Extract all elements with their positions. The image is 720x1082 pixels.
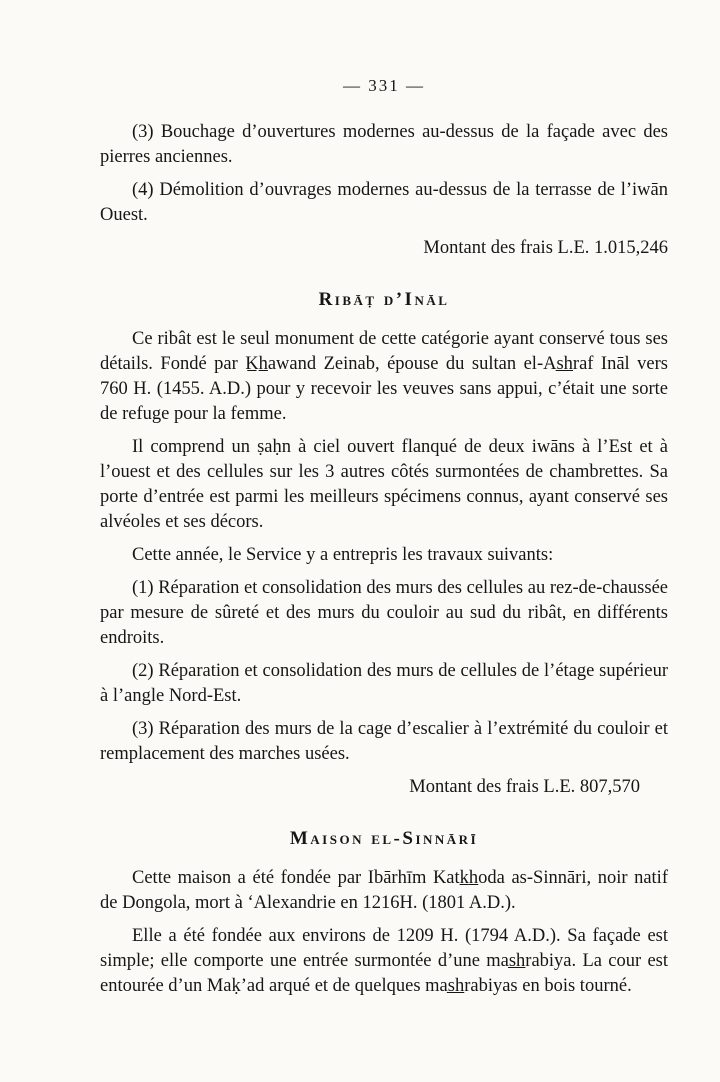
ribat-work-item-3: (3) Réparation des murs de la cage d’escalier à l’extrémité du couloir et remplacement des marches usées. [100, 719, 668, 764]
section-heading-maison: Maison el-Sinnārī [289, 828, 479, 849]
ribat-paragraph-3: Cette année, le Service y a entrepris les travaux suivants: [132, 545, 554, 565]
ribat-work-item-2: (2) Réparation et consolidation des murs de cellules de l’étage supérieur à l’angle Nord-Est. [100, 661, 668, 706]
ribat-paragraph-2: Il comprend un ṣaḥn à ciel ouvert flanqué de deux iwāns à l’Est et à l’ouest et des cellules sur les 3 autres côtés surmontées de chambrettes. Sa porte d’entrée est parmi les meilleurs spécimens connus, ayant conservé ses alvéoles et ses décors. [100, 437, 668, 532]
page-number: — 331 — [343, 76, 425, 95]
ribat-work-item-1: (1) Réparation et consolidation des murs des cellules au rez-de-chaussée par mesure de sûreté et des murs du couloir au sud du ribât, en différents endroits. [100, 578, 668, 648]
montant-line-1: Montant des frais L.E. 1.015,246 [423, 238, 668, 258]
paragraph-item-3: (3) Bouchage d’ouvertures modernes au-dessus de la façade avec des pierres anciennes. [100, 122, 668, 167]
ribat-paragraph-1: Ce ribât est le seul monument de cette catégorie ayant conservé tous ses détails. Fondé par K̲h̲awand Zeinab, épouse du sultan el-As̲h̲raf Ināl vers 760 H. (1455. A.D.) pour y recevoir les veuves sans appui, c’était une sorte de refuge pour la femme. [100, 329, 668, 424]
paragraph-item-4: (4) Démolition d’ouvrages modernes au-dessus de la terrasse de l’iwān Ouest. [100, 180, 668, 225]
section-heading-ribat: Ribāṭ d’Ināl [318, 289, 450, 310]
montant-line-2: Montant des frais L.E. 807,570 [409, 777, 640, 797]
maison-paragraph-1: Cette maison a été fondée par Ibārhīm Katk̲h̲oda as-Sinnāri, noir natif de Dongola, mort à ‘Alexandrie en 1216H. (1801 A.D.). [100, 868, 668, 913]
maison-paragraph-2: Elle a été fondée aux environs de 1209 H. (1794 A.D.). Sa façade est simple; elle comporte une entrée surmontée d’une mas̲h̲rabiya. La cour est entourée d’un Maḳ’ad arqué et de quelques mas̲h̲rabiyas en bois tourné. [100, 926, 668, 996]
